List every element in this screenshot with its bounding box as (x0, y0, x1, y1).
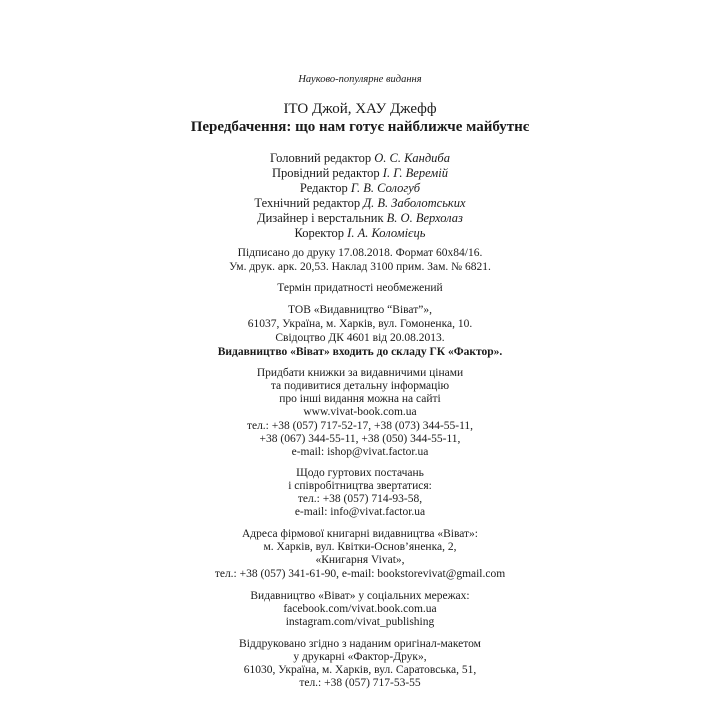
print-info-line: Підписано до друку 17.08.2018. Формат 60х84/16. (237, 247, 483, 259)
book-title: Передбачення: що нам готує найближче майбутнє (190, 119, 530, 135)
wholesale-line: і співробітництва звертатися: (288, 480, 432, 492)
buy-info-website: www.vivat-book.com.ua (303, 406, 417, 418)
staff-name: В. О. Верхолаз (386, 211, 463, 225)
social-instagram: instagram.com/vivat_publishing (285, 616, 435, 628)
genre-label: Науково-популярне видання (298, 74, 422, 85)
buy-info-line: та подивитися детальну інформацію (270, 380, 450, 392)
buy-info-phones: +38 (067) 344-55-11, +38 (050) 344-55-11, (259, 433, 461, 445)
publisher-line: Свідоцтво ДК 4601 від 20.08.2013. (275, 332, 445, 344)
bookstore-line: «Книгарня Vivat», (315, 554, 405, 566)
wholesale-phone: тел.: +38 (057) 714-93-58, (297, 493, 423, 505)
staff-name: І. А. Коломієць (347, 226, 426, 240)
authors: ІТО Джой, ХАУ Джефф (283, 101, 437, 117)
staff-line (0, 166, 720, 181)
staff-name: Г. В. Сологуб (350, 181, 421, 195)
wholesale-line: Щодо гуртових постачань (296, 467, 424, 479)
social-line: Видавництво «Віват» у соціальних мережах: (250, 590, 470, 602)
bookstore-line: Адреса фірмової книгарні видавництва «Віват»: (241, 528, 479, 540)
social-facebook: facebook.com/vivat.book.com.ua (283, 603, 437, 615)
staff-role: Технічний редактор (254, 196, 361, 210)
printer-line: 61030, Україна, м. Харків, вул. Саратовська, 51, (243, 664, 477, 676)
staff-line (0, 226, 720, 241)
staff-name: Д. В. Заболотських (363, 196, 466, 210)
publisher-line: 61037, Україна, м. Харків, вул. Гомоненка, 10. (247, 318, 473, 330)
printer-line: у друкарні «Фактор-Друк», (293, 651, 427, 663)
printer-line: Віддруковано згідно з наданим оригінал-макетом (239, 638, 481, 650)
wholesale-email: e-mail: info@vivat.factor.ua (294, 506, 426, 518)
buy-info-line: Придбати книжки за видавничими цінами (256, 367, 464, 379)
staff-role: Редактор (299, 181, 348, 195)
printer-phone: тел.: +38 (057) 717-53-55 (299, 677, 421, 689)
staff-name: І. Г. Веремій (382, 166, 449, 180)
publisher-group: Видавництво «Віват» входить до складу ГК «Фактор». (217, 346, 503, 358)
staff-line (0, 181, 720, 196)
buy-info-email: e-mail: ishop@vivat.factor.ua (291, 446, 429, 458)
shelf-life: Термін придатності необмежений (277, 282, 443, 294)
staff-role: Коректор (294, 226, 345, 240)
staff-line (0, 211, 720, 226)
staff-role: Провідний редактор (271, 166, 380, 180)
staff-role: Головний редактор (270, 151, 372, 165)
bookstore-line: м. Харків, вул. Квітки-Основ’яненка, 2, (263, 541, 457, 553)
staff-role: Дизайнер і верстальник (257, 211, 384, 225)
staff-name: О. С. Кандиба (374, 151, 450, 165)
staff-line (0, 151, 720, 166)
buy-info-phones: тел.: +38 (057) 717-52-17, +38 (073) 344-55-11, (246, 420, 474, 432)
print-info-line: Ум. друк. арк. 20,53. Наклад 3100 прим. Зам. № 6821. (229, 261, 491, 273)
publisher-line: ТОВ «Видавництво “Віват”», (288, 304, 432, 316)
bookstore-contacts: тел.: +38 (057) 341-61-90, e-mail: bookstorevivat@gmail.com (214, 568, 506, 580)
buy-info-line: про інші видання можна на сайті (279, 393, 441, 405)
staff-line (0, 196, 720, 211)
